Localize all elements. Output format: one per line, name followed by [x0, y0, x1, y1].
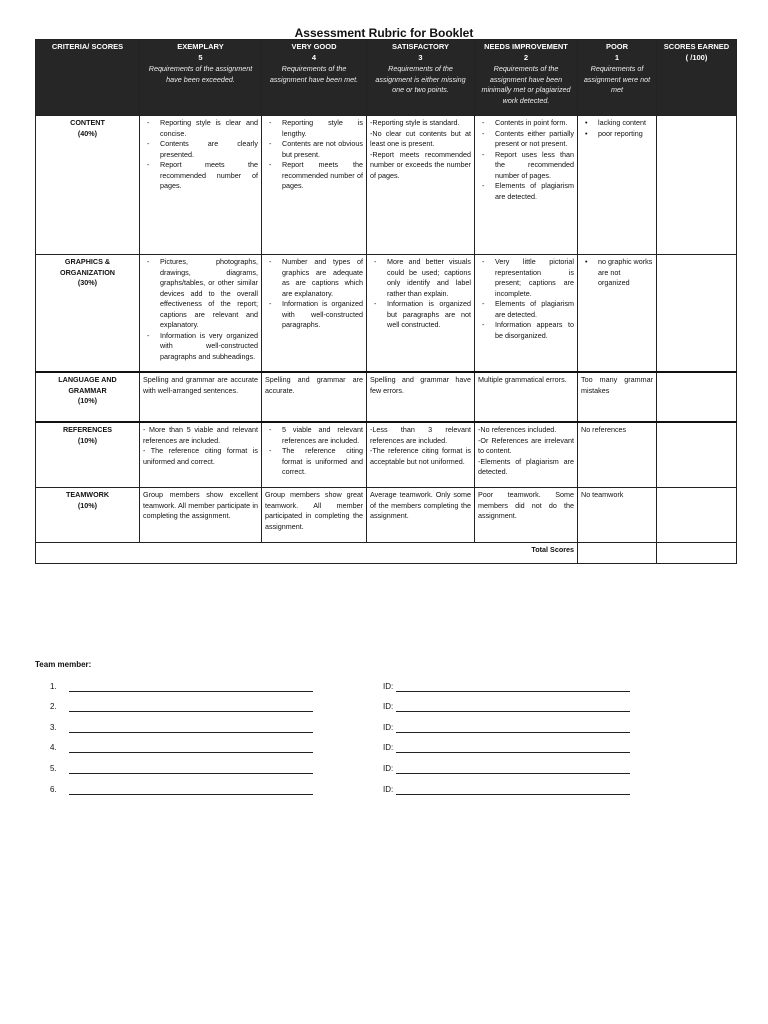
member-number: 1. — [50, 682, 57, 691]
header-exemplary: EXEMPLARY 5 Requirements of the assignment have been exceeded. — [140, 40, 262, 116]
language-score-cell[interactable] — [657, 372, 737, 422]
member-row — [0, 764, 768, 778]
language-needs-improvement: Multiple grammatical errors. — [475, 372, 578, 422]
team-member-label: Team member: — [35, 660, 92, 669]
content-score-cell[interactable] — [657, 116, 737, 255]
criterion-content: CONTENT (40%) — [36, 116, 140, 255]
graphics-score-cell[interactable] — [657, 255, 737, 373]
teamwork-very-good: Group members show great teamwork. All member participated in completing the assignment. — [262, 488, 367, 543]
member-name-line[interactable] — [69, 794, 313, 795]
content-needs-improvement: - Contents in point form. - Contents either partially present or not present. - Report uses less than the recommended number of pages. - Elements of plagiarism are detected. — [475, 116, 578, 255]
member-row — [0, 743, 768, 757]
id-line[interactable] — [396, 711, 630, 712]
id-line[interactable] — [396, 732, 630, 733]
graphics-satisfactory: - More and better visuals could be used; captions only identify and label rather than explain. - Information is organized but paragraphs are not well constructed. — [367, 255, 475, 373]
member-name-line[interactable] — [69, 691, 313, 692]
id-line[interactable] — [396, 691, 630, 692]
member-number: 3. — [50, 723, 57, 732]
row-teamwork — [36, 488, 737, 543]
total-score-cell[interactable] — [657, 543, 737, 564]
teamwork-score-cell[interactable] — [657, 488, 737, 543]
references-satisfactory: -Less than 3 relevant references are included. -The reference citing format is acceptable but not uniformed. — [367, 422, 475, 488]
id-line[interactable] — [396, 773, 630, 774]
id-label: ID: — [383, 764, 394, 773]
header-poor: POOR 1 Requirements of assignment were not met — [578, 40, 657, 116]
id-label: ID: — [383, 702, 394, 711]
references-needs-improvement: -No references included. -Or References are irrelevant to content. -Elements of plagiarism are detected. — [475, 422, 578, 488]
member-name-line[interactable] — [69, 711, 313, 712]
header-needs-improvement: NEEDS IMPROVEMENT 2 Requirements of the assignment have been minimally met or plagiarized work detected. — [475, 40, 578, 116]
total-poor-cell — [578, 543, 657, 564]
references-poor: No references — [578, 422, 657, 488]
references-score-cell[interactable] — [657, 422, 737, 488]
criterion-teamwork: TEAMWORK (10%) — [36, 488, 140, 543]
graphics-poor: • no graphic works are not organized — [578, 255, 657, 373]
id-label: ID: — [383, 723, 394, 732]
member-row — [0, 702, 768, 716]
teamwork-exemplary: Group members show excellent teamwork. All member participate in completing the assignment. — [140, 488, 262, 543]
total-scores-label: Total Scores — [36, 543, 578, 564]
graphics-needs-improvement: - Very little pictorial representation is present; captions are incomplete. - Elements of plagiarism are detected. - Information appears to be disorganized. — [475, 255, 578, 373]
header-criteria: CRITERIA/ SCORES — [36, 40, 140, 116]
criterion-references: REFERENCES (10%) — [36, 422, 140, 488]
graphics-very-good: - Number and types of graphics are adequate as are captions which are explanatory. - Information is organized with well-constructed paragraphs. — [262, 255, 367, 373]
row-content — [36, 116, 737, 255]
member-row — [0, 785, 768, 799]
header-scores-earned: SCORES EARNED ( /100) — [657, 40, 737, 116]
member-name-line[interactable] — [69, 752, 313, 753]
content-very-good: - Reporting style is lengthy. - Contents are not obvious but present. - Report meets the recommended number of pages. — [262, 116, 367, 255]
member-row — [0, 723, 768, 737]
graphics-exemplary: - Pictures, photographs, drawings, diagrams, graphs/tables, or other similar devices add to the overall effectiveness of the report; captions are relevant and explanatory. - Information is very organized with well-constructed paragraphs and subheadings. — [140, 255, 262, 373]
criterion-language: LANGUAGE AND GRAMMAR (10%) — [36, 372, 140, 422]
member-number: 5. — [50, 764, 57, 773]
member-number: 2. — [50, 702, 57, 711]
member-name-line[interactable] — [69, 732, 313, 733]
id-label: ID: — [383, 785, 394, 794]
header-row — [36, 40, 737, 116]
language-very-good: Spelling and grammar are accurate. — [262, 372, 367, 422]
content-poor: • lacking content • poor reporting — [578, 116, 657, 255]
row-references — [36, 422, 737, 488]
language-exemplary: Spelling and grammar are accurate with well-arranged sentences. — [140, 372, 262, 422]
id-label: ID: — [383, 682, 394, 691]
teamwork-satisfactory: Average teamwork. Only some of the members completing the assignment. — [367, 488, 475, 543]
teamwork-needs-improvement: Poor teamwork. Some members did not do the assignment. — [475, 488, 578, 543]
content-exemplary: - Reporting style is clear and concise. - Contents are clearly presented. - Report meets the recommended number of pages. — [140, 116, 262, 255]
id-line[interactable] — [396, 794, 630, 795]
id-label: ID: — [383, 743, 394, 752]
row-total — [36, 543, 737, 564]
content-satisfactory: -Reporting style is standard. -No clear cut contents but at least one is present. -Report meets recommended number or exceeds the number of pages. — [367, 116, 475, 255]
member-row — [0, 682, 768, 696]
member-number: 4. — [50, 743, 57, 752]
language-poor: Too many grammar mistakes — [578, 372, 657, 422]
criterion-graphics: GRAPHICS & ORGANIZATION (30%) — [36, 255, 140, 373]
document-title: Assessment Rubric for Booklet — [294, 26, 474, 40]
id-line[interactable] — [396, 752, 630, 753]
row-graphics — [36, 255, 737, 373]
teamwork-poor: No teamwork — [578, 488, 657, 543]
header-satisfactory: SATISFACTORY 3 Requirements of the assignment is either missing one or two points. — [367, 40, 475, 116]
header-very-good: VERY GOOD 4 Requirements of the assignment have been met. — [262, 40, 367, 116]
references-exemplary: - More than 5 viable and relevant references are included. - The reference citing format is uniformed and correct. — [140, 422, 262, 488]
row-language — [36, 372, 737, 422]
member-number: 6. — [50, 785, 57, 794]
rubric-table — [35, 39, 737, 564]
member-name-line[interactable] — [69, 773, 313, 774]
language-satisfactory: Spelling and grammar have few errors. — [367, 372, 475, 422]
references-very-good: - 5 viable and relevant references are included. - The reference citing format is uniformed and correct. — [262, 422, 367, 488]
